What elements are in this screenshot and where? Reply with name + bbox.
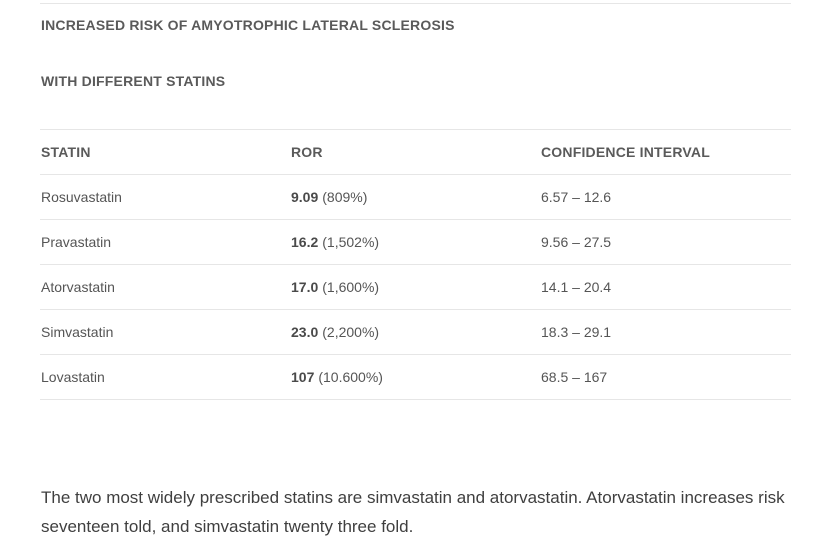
confidence-interval: 9.56 – 27.5 — [541, 234, 612, 250]
column-header-statin: STATIN — [41, 144, 91, 160]
ror-value — [291, 310, 379, 354]
table-row — [40, 220, 791, 265]
statin-risk-table — [40, 129, 791, 400]
confidence-interval: 14.1 – 20.4 — [541, 279, 612, 295]
ror-number: 17.0 — [291, 279, 319, 295]
table-row — [40, 175, 791, 220]
statin-name: Atorvastatin — [41, 279, 115, 295]
column-header-confidence-interval: CONFIDENCE INTERVAL — [541, 144, 710, 160]
ror-value — [291, 265, 379, 309]
table-header-row — [40, 130, 791, 175]
column-header-ror: ROR — [291, 144, 323, 160]
table-title-line-1: INCREASED RISK OF AMYOTROPHIC LATERAL SCLEROSIS — [41, 17, 455, 33]
ror-value — [291, 220, 379, 264]
ror-percent: (1,600%) — [322, 279, 380, 295]
ror-value — [291, 175, 367, 219]
ror-percent: (2,200%) — [322, 324, 380, 340]
ror-value — [291, 355, 383, 399]
statin-name: Simvastatin — [41, 324, 114, 340]
ror-percent: (1,502%) — [322, 234, 380, 250]
ror-number: 9.09 — [291, 189, 319, 205]
statin-name: Rosuvastatin — [41, 189, 122, 205]
ror-number: 107 — [291, 369, 315, 385]
table-title-line-2: WITH DIFFERENT STATINS — [41, 73, 226, 89]
statin-name: Pravastatin — [41, 234, 112, 250]
ror-percent: (10.600%) — [318, 369, 383, 385]
table-row — [40, 265, 791, 310]
ror-number: 16.2 — [291, 234, 319, 250]
ror-number: 23.0 — [291, 324, 319, 340]
confidence-interval: 18.3 – 29.1 — [541, 324, 612, 340]
table-row — [40, 355, 791, 400]
table-row — [40, 310, 791, 355]
confidence-interval: 68.5 – 167 — [541, 369, 608, 385]
body-paragraph: The two most widely prescribed statins are simvastatin and atorvastatin. Atorvastatin increases risk seventeen told, and simvastatin twenty three fold. — [41, 488, 785, 536]
confidence-interval: 6.57 – 12.6 — [541, 189, 612, 205]
ror-percent: (809%) — [322, 189, 368, 205]
statin-name: Lovastatin — [41, 369, 105, 385]
top-divider — [40, 3, 791, 4]
